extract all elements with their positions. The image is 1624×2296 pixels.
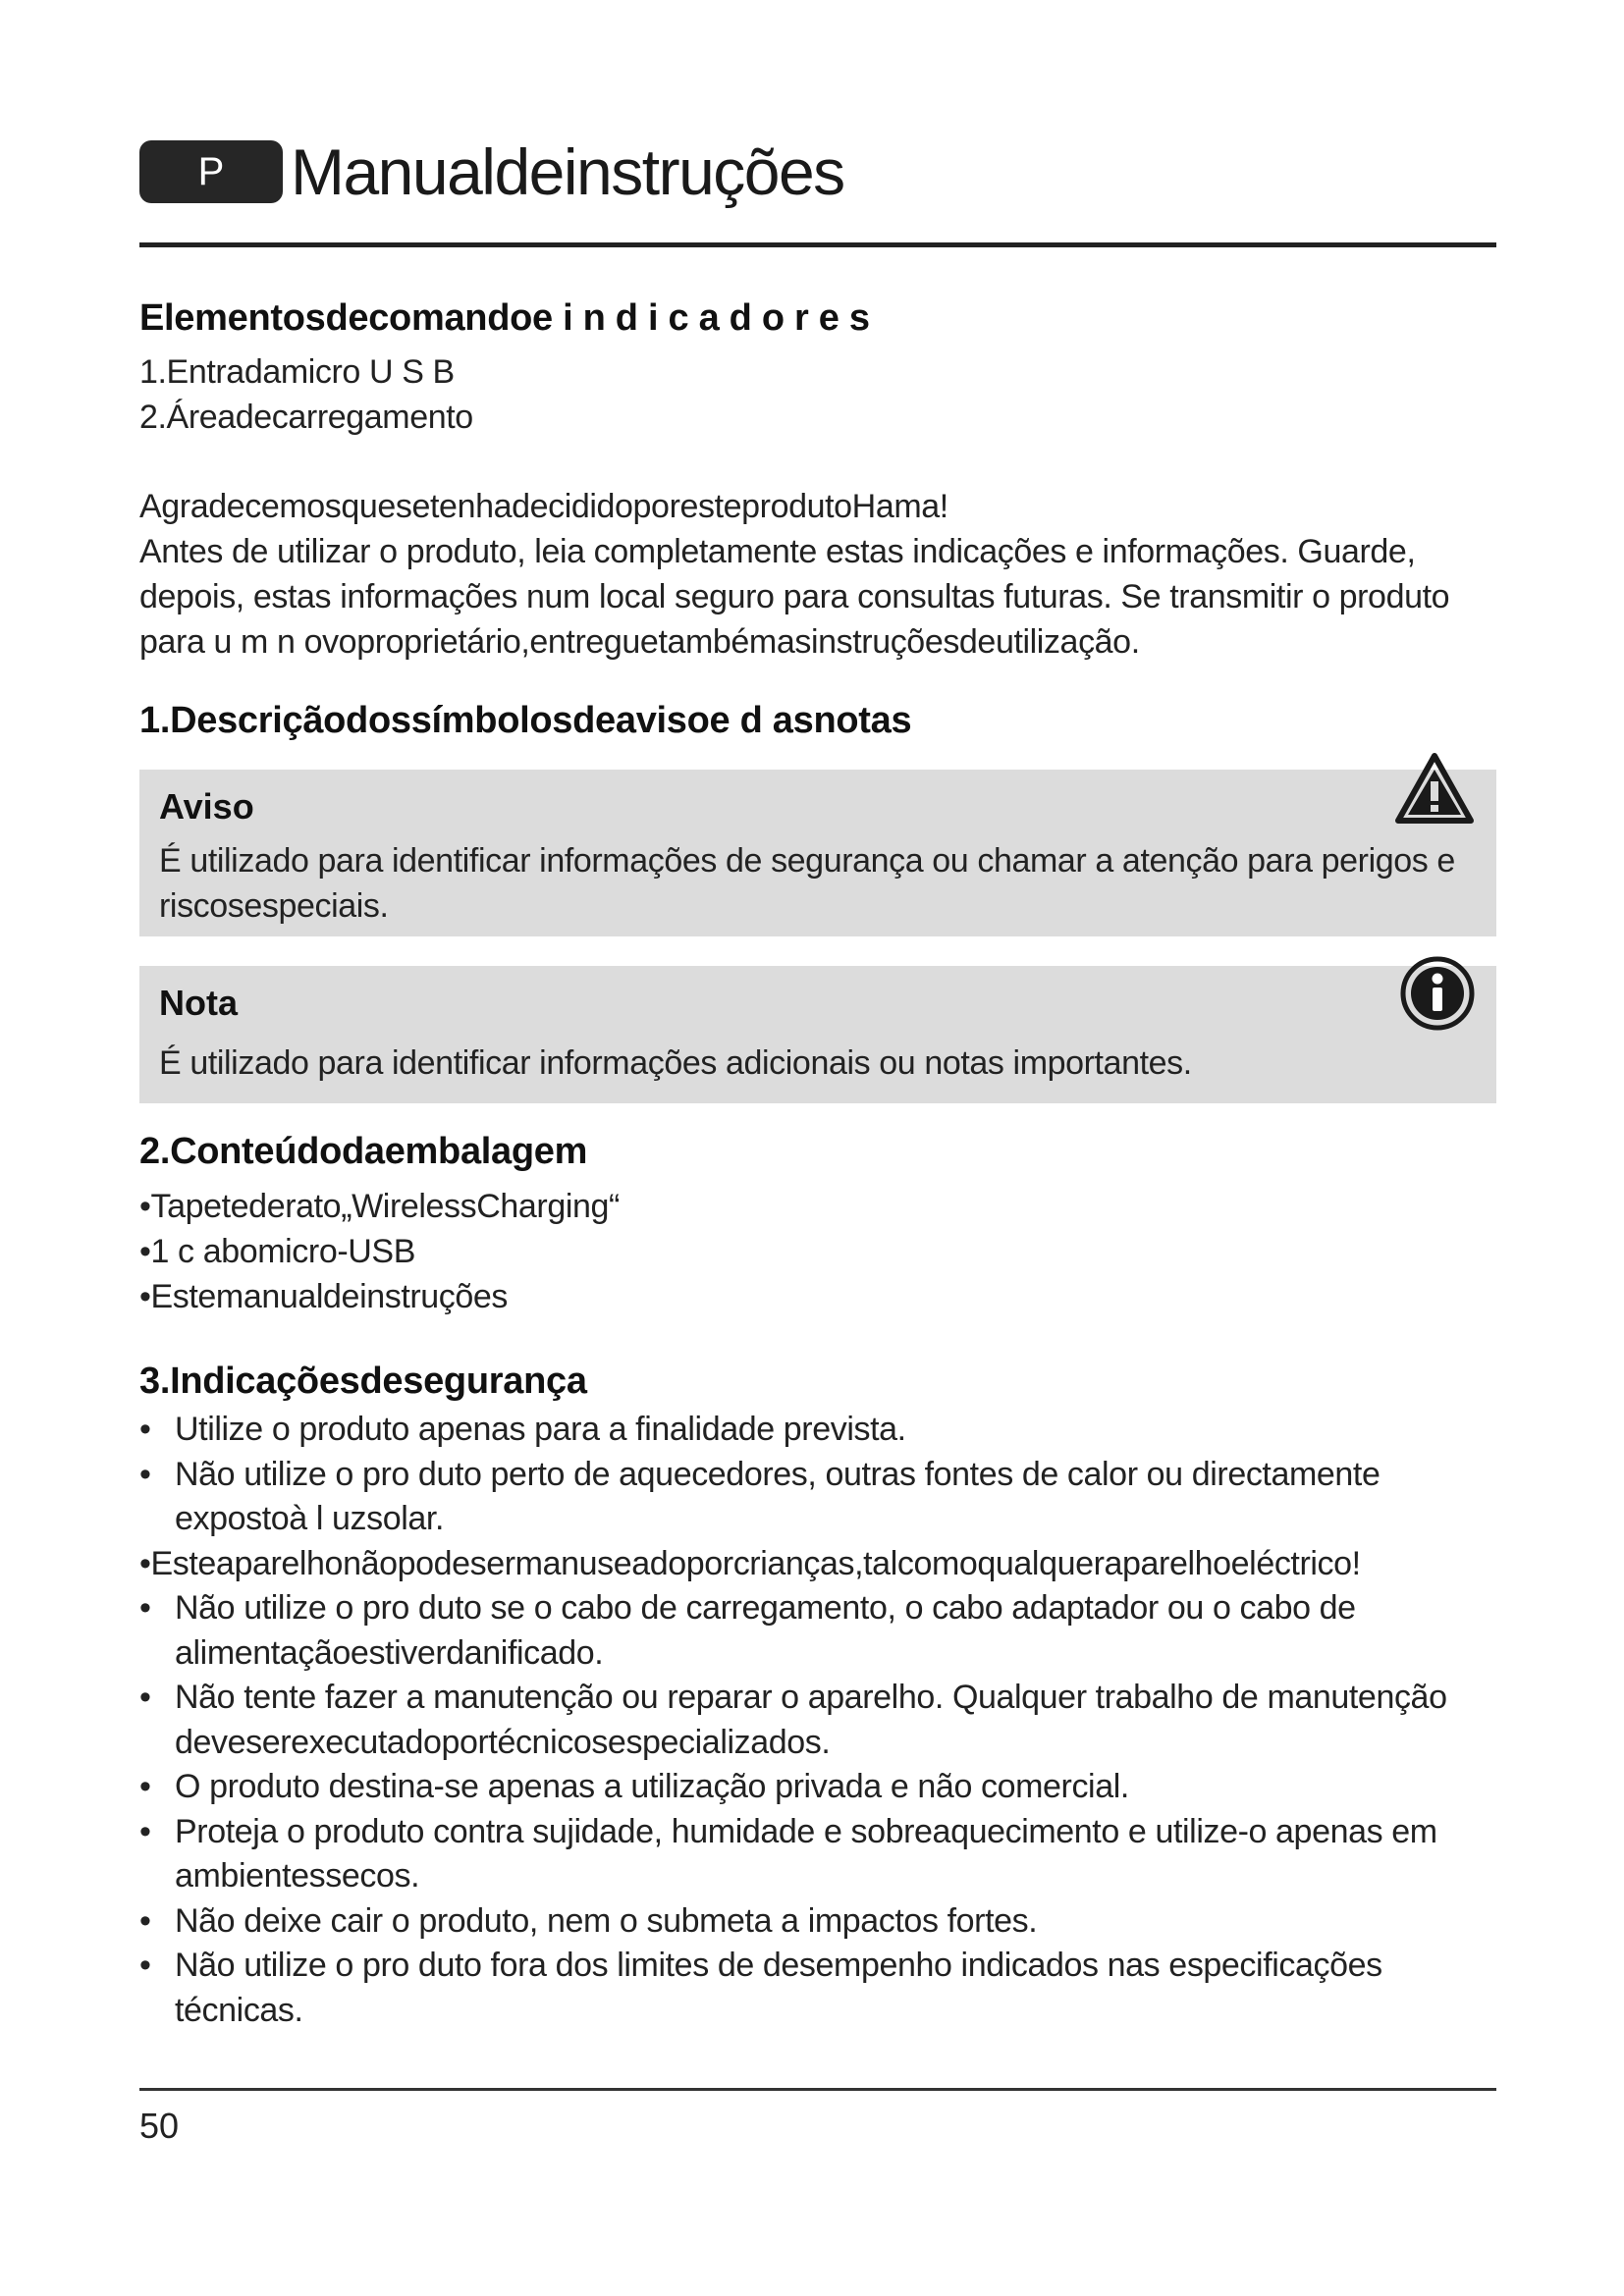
bullet: • xyxy=(139,1589,151,1627)
note-text-line: É utilizado para identificar informações adicionais ou notas importantes. xyxy=(159,1044,1192,1082)
intro-line: depois, estas informações num local seguro para consultas futuras. Se transmitir o produto xyxy=(139,578,1450,615)
intro-line: AgradecemosquesetenhadecididoporesteprodutoHama! xyxy=(139,488,948,525)
section2-heading: 2.Conteúdodaembalagem xyxy=(139,1131,588,1172)
list-item: • Não tente fazer a manutenção ou reparar o aparelho. Qualquer trabalho de manutenção xyxy=(139,1676,1496,1721)
language-badge: P xyxy=(139,140,283,203)
warning-text-line: riscosespeciais. xyxy=(159,887,389,925)
intro-line: Antes de utilizar o produto, leia completamente estas indicações e informações. Guarde, xyxy=(139,533,1416,570)
warning-title: Aviso xyxy=(159,786,254,827)
bullet: • xyxy=(139,1768,151,1805)
note-title: Nota xyxy=(159,983,238,1023)
note-box xyxy=(139,966,1496,1103)
list-item: • O produto destina-se apenas a utilização privada e não comercial. xyxy=(139,1765,1496,1810)
controls-item: 1.Entradamicro U S B xyxy=(139,353,455,391)
bullet: • xyxy=(139,1679,151,1716)
list-item: • Utilize o produto apenas para a finalidade prevista. xyxy=(139,1408,1496,1453)
list-item-continuation: técnicas. xyxy=(175,1991,303,2029)
safety-list xyxy=(139,1408,1496,2033)
list-item: • Proteja o produto contra sujidade, humidade e sobreaquecimento e utilize-o apenas em xyxy=(139,1810,1496,1855)
warning-box xyxy=(139,770,1496,936)
info-icon xyxy=(1398,954,1477,1033)
list-item-continuation: alimentaçãoestiverdanificado. xyxy=(175,1633,604,1672)
bullet: • xyxy=(139,1947,151,1984)
header-divider xyxy=(139,242,1496,247)
list-item: • Não utilize o pro duto fora dos limites de desempenho indicados nas especificações xyxy=(139,1944,1496,1989)
list-item: • Não deixe cair o produto, nem o submeta a impactos fortes. xyxy=(139,1899,1496,1945)
controls-item: 2.Áreadecarregamento xyxy=(139,399,473,436)
bullet: • xyxy=(139,1812,151,1850)
bullet: • xyxy=(139,1411,151,1448)
manual-page xyxy=(139,0,1494,2296)
page-title: Manualdeinstruções xyxy=(291,135,844,208)
list-item-continuation: expostoà l uzsolar. xyxy=(175,1500,445,1537)
section1-heading: 1.Descriçãodossímbolosdeavisoe d asnotas xyxy=(139,700,912,741)
package-item: •Tapetederato„WirelessCharging“ xyxy=(139,1188,620,1225)
section3-heading: 3.Indicaçõesdesegurança xyxy=(139,1361,587,1402)
list-item: • Não utilize o pro duto perto de aquecedores, outras fontes de calor ou directamente xyxy=(139,1453,1496,1498)
package-item: •Estemanualdeinstruções xyxy=(139,1278,509,1315)
controls-heading: Elementosdecomandoe i n d i c a d o r e s xyxy=(139,297,870,339)
package-item: •1 c abomicro-USB xyxy=(139,1233,415,1270)
bullet: • xyxy=(139,1901,151,1940)
list-item: • Não utilize o pro duto se o cabo de carregamento, o cabo adaptador ou o cabo de xyxy=(139,1586,1496,1631)
bullet: • xyxy=(139,1455,151,1493)
page-number: 50 xyxy=(139,2106,180,2146)
list-item-continuation: deveserexecutadoportécnicosespecializados. xyxy=(175,1723,831,1761)
list-item-continuation: ambientessecos. xyxy=(175,1857,420,1895)
footer-divider xyxy=(139,2088,1496,2091)
warning-text-line: É utilizado para identificar informações de segurança ou chamar a atenção para perigos e xyxy=(159,842,1455,880)
intro-line: para u m n ovoproprietário,entreguetambémasinstruçõesdeutilização. xyxy=(139,623,1140,661)
warning-triangle-icon xyxy=(1392,750,1477,828)
list-item: •Esteaparelhonãopodesermanuseadoporcrianças,talcomoqualqueraparelhoeléctrico! xyxy=(139,1544,1361,1582)
